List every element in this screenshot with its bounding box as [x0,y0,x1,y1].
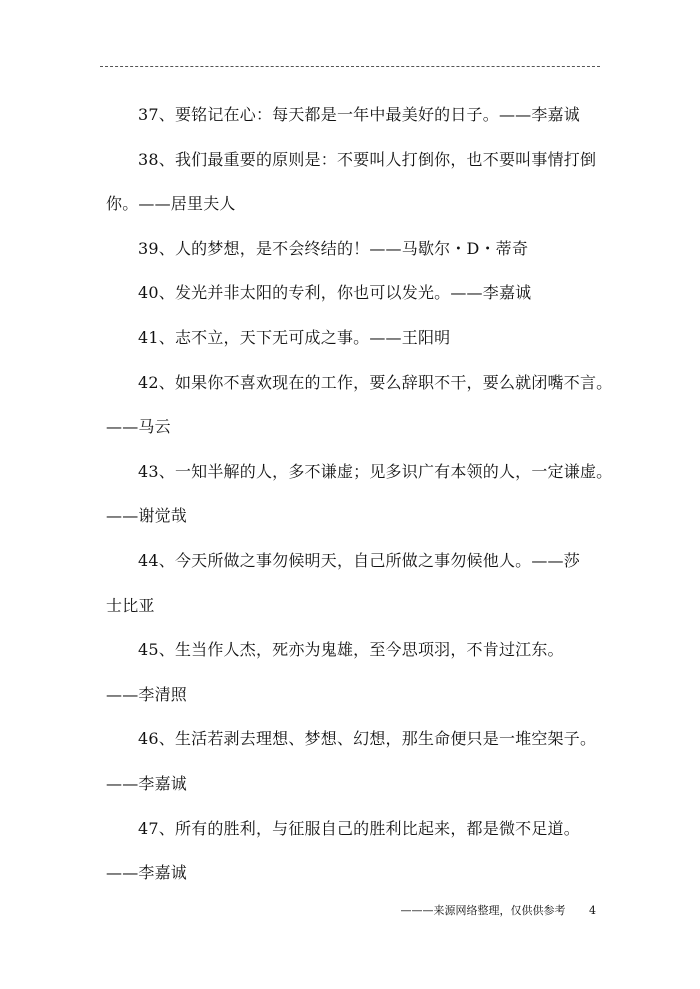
quote-line: 43、一知半解的人，多不谦虚；见多识广有本领的人，一定谦虚。 [138,461,613,481]
quote-line: 47、所有的胜利，与征服自己的胜利比起来，都是微不足道。 [138,818,580,838]
footer-source-note: ———来源网络整理，仅供供参考 [400,904,566,917]
quote-line-continuation: 你。——居里夫人 [106,194,236,214]
quote-line-continuation: ——谢觉哉 [106,506,188,526]
quote-line-continuation: 士比亚 [106,595,155,615]
quote-line: 44、今天所做之事勿候明天，自己所做之事勿候他人。——莎 [138,550,580,570]
page-number: 4 [589,904,596,917]
quote-line: 38、我们最重要的原则是：不要叫人打倒你，也不要叫事情打倒 [138,149,597,169]
quote-line: 41、志不立，天下无可成之事。——王阳明 [138,327,451,347]
quote-line: 46、生活若剥去理想、梦想、幻想，那生命便只是一堆空架子。 [138,729,597,749]
quote-line: 37、要铭记在心：每天都是一年中最美好的日子。——李嘉诚 [138,105,580,124]
quote-line: 39、人的梦想，是不会终结的！——马歇尔・D・蒂奇 [138,238,529,258]
header-divider [100,66,600,67]
quote-line-continuation: ——李嘉诚 [106,863,188,883]
quote-line-continuation: ——李嘉诚 [106,773,188,793]
quote-line-continuation: ——李清照 [106,684,188,704]
quote-line: 45、生当作人杰，死亦为鬼雄，至今思项羽，不肯过江东。 [138,640,564,660]
quote-line: 42、如果你不喜欢现在的工作，要么辞职不干，要么就闭嘴不言。 [138,372,613,392]
quote-line-continuation: ——马云 [106,417,171,437]
quote-line: 40、发光并非太阳的专利，你也可以发光。——李嘉诚 [138,283,532,303]
page-footer [401,902,597,918]
quote-list [106,93,613,896]
